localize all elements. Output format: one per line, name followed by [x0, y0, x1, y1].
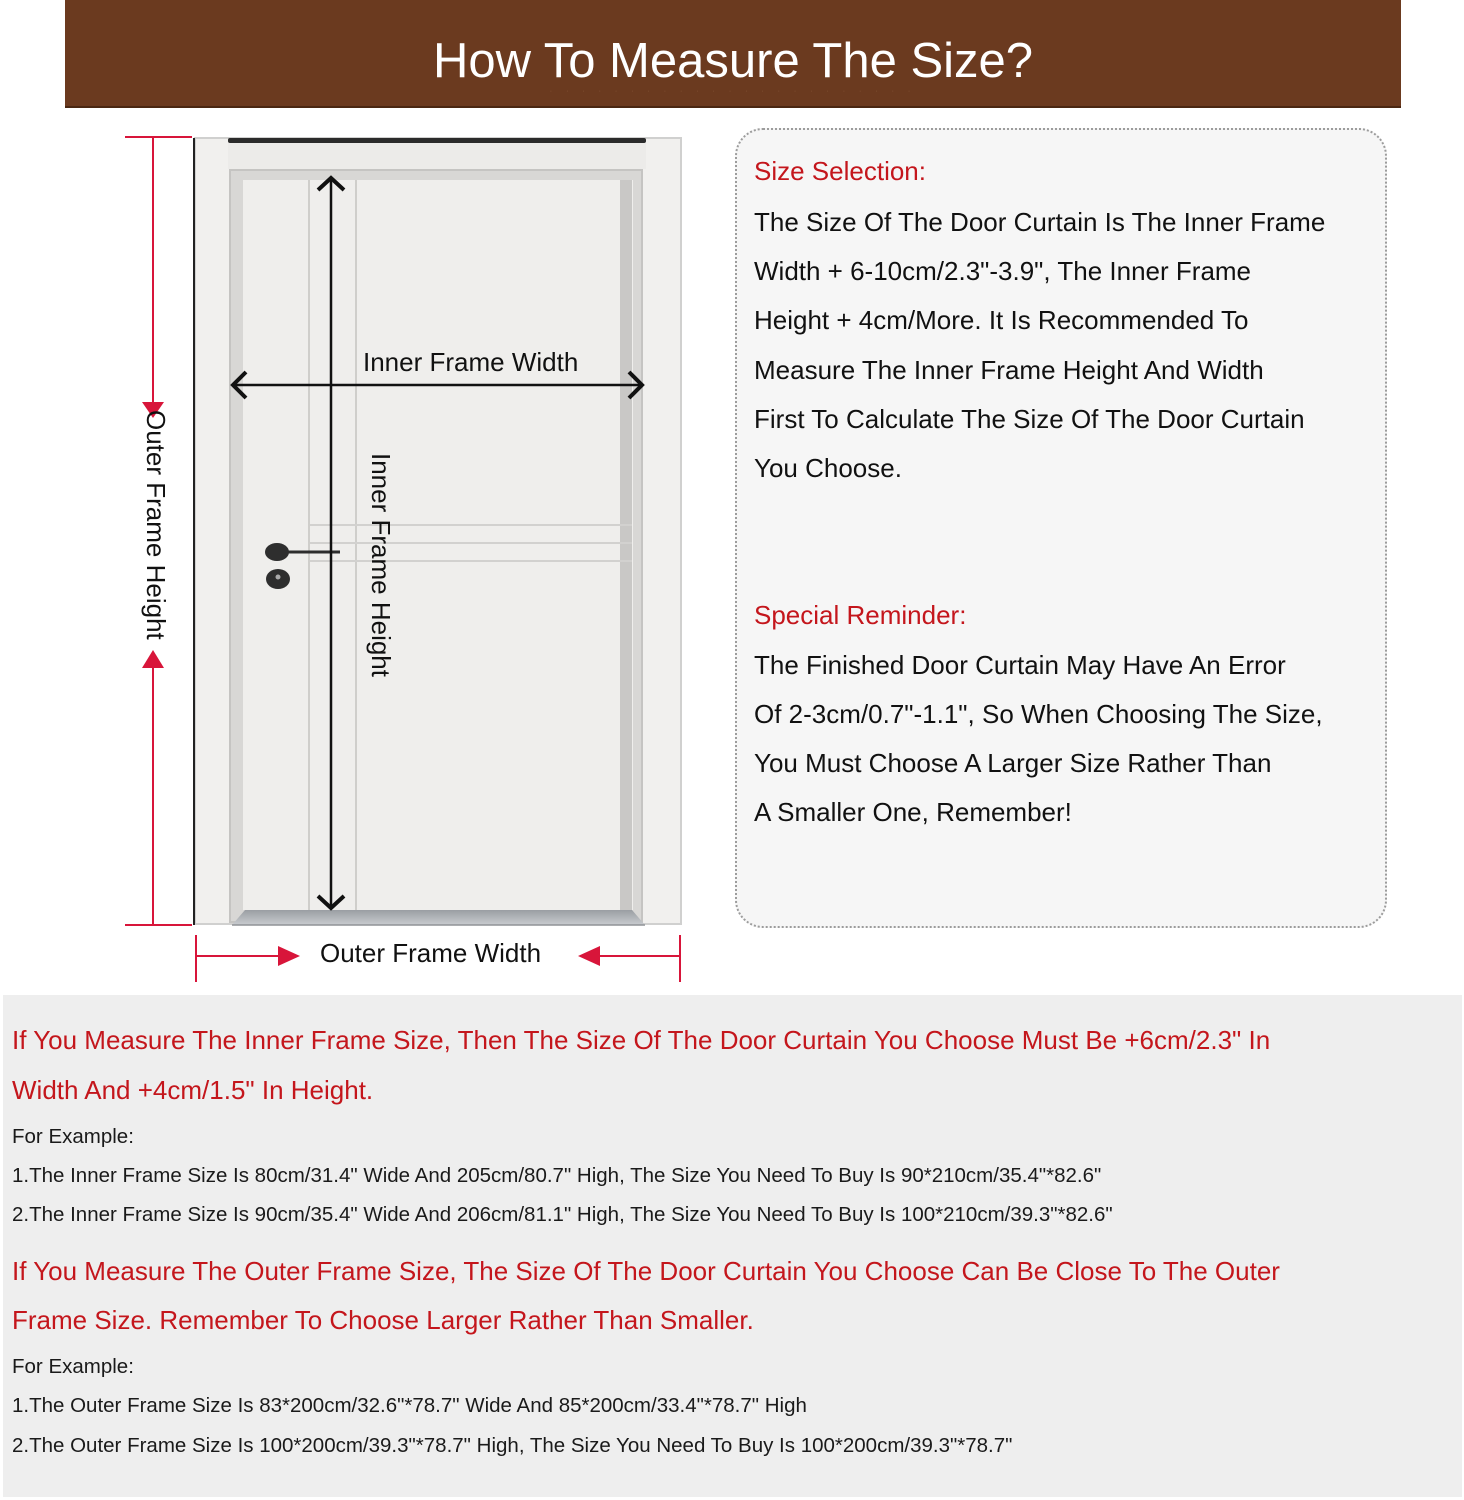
page-title: How To Measure The Size? — [432, 34, 1034, 88]
special-reminder-line: Of 2-3cm/0.7"-1.1", So When Choosing The Size, — [754, 699, 1323, 729]
outer-note-line: Frame Size. Remember To Choose Larger Rather Than Smaller. — [12, 1305, 754, 1335]
inner-example-item: 1.The Inner Frame Size Is 80cm/31.4" Wide And 205cm/80.7" High, The Size You Need To Buy Is 90*210cm/35.4"*82.6" — [12, 1164, 1102, 1187]
door-diagram — [0, 120, 720, 1000]
header-banner — [65, 0, 1401, 108]
outer-example-item: 1.The Outer Frame Size Is 83*200cm/32.6"*78.7" Wide And 85*200cm/33.4"*78.7" High — [12, 1394, 807, 1417]
size-selection-heading: Size Selection: — [754, 156, 926, 186]
size-selection-line: First To Calculate The Size Of The Door Curtain — [754, 404, 1305, 434]
inner-example-item: 2.The Inner Frame Size Is 90cm/35.4" Wide And 206cm/81.1" High, The Size You Need To Buy Is 100*210cm/39.3"*82.6" — [12, 1203, 1113, 1226]
special-reminder-heading: Special Reminder: — [754, 600, 967, 630]
outer-example-label: For Example: — [12, 1355, 134, 1378]
size-info-card — [735, 128, 1387, 928]
special-reminder-line: The Finished Door Curtain May Have An Error — [754, 650, 1286, 680]
inner-frame-width-label: Inner Frame Width — [363, 347, 579, 377]
outer-frame-width-label: Outer Frame Width — [320, 938, 542, 968]
outer-frame-height-label: Outer Frame Height — [141, 410, 171, 640]
inner-note-line: Width And +4cm/1.5" In Height. — [12, 1075, 374, 1105]
outer-note-line: If You Measure The Outer Frame Size, The Size Of The Door Curtain You Choose Can Be Close To The Outer — [12, 1256, 1280, 1286]
lintel — [228, 138, 646, 143]
outer-example-item: 2.The Outer Frame Size Is 100*200cm/39.3"*78.7" High, The Size You Need To Buy Is 100*200cm/39.3"*78.7" — [12, 1434, 1013, 1457]
inner-frame-height-label: Inner Frame Height — [366, 453, 396, 677]
door-leaf — [243, 180, 633, 910]
special-reminder-line: A Smaller One, Remember! — [754, 797, 1072, 827]
special-reminder-line: You Must Choose A Larger Size Rather Than — [754, 748, 1272, 778]
inner-note-line: If You Measure The Inner Frame Size, Then The Size Of The Door Curtain You Choose Must Be +6cm/2.3" In — [12, 1025, 1271, 1055]
size-selection-line: Height + 4cm/More. It Is Recommended To — [754, 305, 1249, 335]
measurement-notes — [3, 995, 1462, 1497]
door-illustration — [0, 120, 720, 1000]
floor-threshold — [232, 910, 645, 925]
size-selection-line: You Choose. — [754, 453, 902, 483]
size-selection-line: Width + 6-10cm/2.3"-3.9", The Inner Frame — [754, 256, 1252, 286]
header-decoration: · · · · · · · · · · · · · · · · · · · · · · · — [549, 88, 917, 95]
size-selection-line: Measure The Inner Frame Height And Width — [754, 355, 1264, 385]
size-selection-line: The Size Of The Door Curtain Is The Inner Frame — [754, 207, 1326, 237]
inner-example-label: For Example: — [12, 1125, 134, 1148]
